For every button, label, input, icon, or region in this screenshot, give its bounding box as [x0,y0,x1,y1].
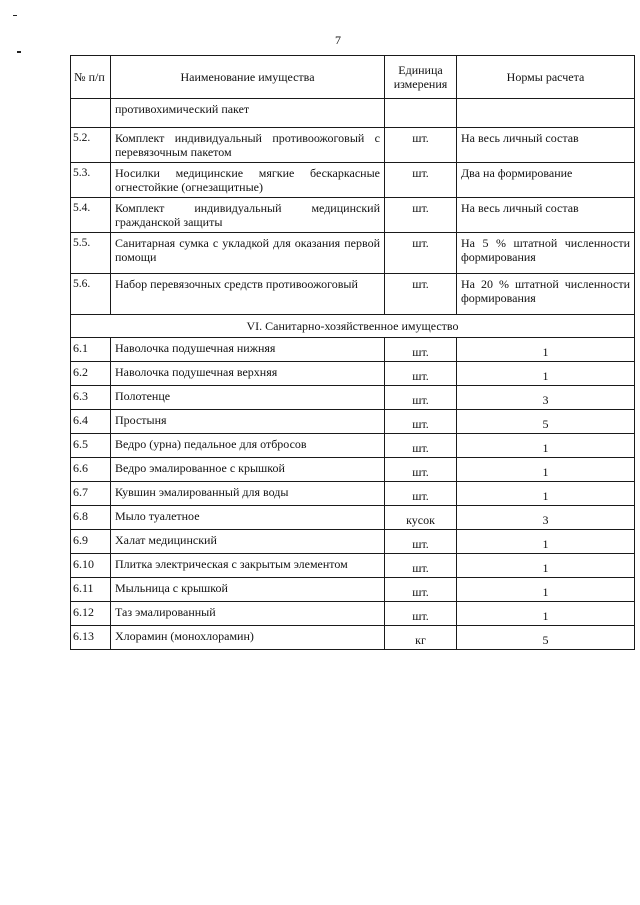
table-row [71,128,635,163]
header-unit: Единица измерения [385,56,457,99]
header-num: № п/п [71,56,111,99]
cell-num: 6.13 [71,626,111,650]
page-number: 7 [335,33,341,47]
cell-num: 6.12 [71,602,111,626]
cell-norm: 3 [457,506,635,530]
cell-norm: 1 [457,362,635,386]
cell-unit: шт. [385,554,457,578]
cell-num: 6.7 [71,482,111,506]
table-row [71,410,635,434]
table-row [71,578,635,602]
table-header-row [71,56,635,99]
cell-unit: шт. [385,233,457,274]
cell-norm: 1 [457,482,635,506]
table-row [71,602,635,626]
norms-table [70,55,635,650]
section-heading-row [71,315,635,338]
section-title: VI. Санитарно-хозяйственное имущество [71,315,635,338]
cell-num: 6.6 [71,458,111,482]
cell-unit: шт. [385,482,457,506]
cell-unit: шт. [385,410,457,434]
cell-norm: На 20 % штатной численности формирования [457,274,635,315]
scan-mark [13,15,17,16]
cell-num: 6.5 [71,434,111,458]
cell-name: Плитка электрическая с закрытым элементом [111,554,385,578]
cell-unit: шт. [385,128,457,163]
cell-unit: шт. [385,386,457,410]
cell-name: Наволочка подушечная верхняя [111,362,385,386]
cell-unit: шт. [385,530,457,554]
cell-num: 5.5. [71,233,111,274]
cell-norm: 1 [457,602,635,626]
cell-unit: кг [385,626,457,650]
cell-num: 6.3 [71,386,111,410]
cell-unit: шт. [385,163,457,198]
cell-norm [457,99,635,128]
cell-num: 6.10 [71,554,111,578]
table-row [71,362,635,386]
cell-name: Набор перевязочных средств противоожоговый [111,274,385,315]
table-row [71,198,635,233]
scan-mark [17,51,21,53]
header-name: Наименование имущества [111,56,385,99]
cell-unit: шт. [385,602,457,626]
table-body [71,99,635,650]
cell-num: 6.8 [71,506,111,530]
cell-name: Халат медицинский [111,530,385,554]
table-row [71,163,635,198]
cell-unit: шт. [385,434,457,458]
cell-name: Таз эмалированный [111,602,385,626]
cell-norm: 5 [457,410,635,434]
table-row [71,626,635,650]
cell-num: 6.1 [71,338,111,362]
cell-name: Кувшин эмалированный для воды [111,482,385,506]
cell-norm: 1 [457,530,635,554]
cell-num: 6.9 [71,530,111,554]
cell-norm: 5 [457,626,635,650]
cell-norm: На 5 % штатной численности формирования [457,233,635,274]
cell-name: Комплект индивидуальный противоожоговый с перевязочным пакетом [111,128,385,163]
cell-name: Мыльница с крышкой [111,578,385,602]
cell-name: Ведро эмалированное с крышкой [111,458,385,482]
cell-norm: 1 [457,434,635,458]
cell-norm: 1 [457,338,635,362]
cell-unit: шт. [385,338,457,362]
cell-name: Санитарная сумка с укладкой для оказания первой помощи [111,233,385,274]
cell-norm: 3 [457,386,635,410]
cell-name: Носилки медицинские мягкие бескаркасные огнестойкие (огнезащитные) [111,163,385,198]
cell-name: противохимический пакет [111,99,385,128]
cell-unit: кусок [385,506,457,530]
table-row [71,338,635,362]
cell-unit [385,99,457,128]
cell-num: 5.4. [71,198,111,233]
cell-name: Хлорамин (монохлорамин) [111,626,385,650]
cell-norm: 1 [457,458,635,482]
table-row [71,274,635,315]
table-row [71,434,635,458]
cell-unit: шт. [385,458,457,482]
table-row [71,506,635,530]
cell-num: 6.11 [71,578,111,602]
table-row [71,554,635,578]
cell-name: Полотенце [111,386,385,410]
cell-unit: шт. [385,362,457,386]
cell-norm: Два на формирование [457,163,635,198]
cell-num: 6.4 [71,410,111,434]
cell-num: 6.2 [71,362,111,386]
cell-name: Ведро (урна) педальное для отбросов [111,434,385,458]
cell-num: 5.6. [71,274,111,315]
table-row [71,458,635,482]
cell-norm: На весь личный состав [457,198,635,233]
cell-num [71,99,111,128]
table-row [71,530,635,554]
cell-unit: шт. [385,198,457,233]
table-row [71,386,635,410]
cell-norm: 1 [457,554,635,578]
cell-name: Мыло туалетное [111,506,385,530]
cell-unit: шт. [385,274,457,315]
cell-norm: 1 [457,578,635,602]
cell-norm: На весь личный состав [457,128,635,163]
cell-name: Наволочка подушечная нижняя [111,338,385,362]
header-norm: Нормы расчета [457,56,635,99]
cell-num: 5.3. [71,163,111,198]
cell-num: 5.2. [71,128,111,163]
table-row [71,482,635,506]
cell-name: Комплект индивидуальный медицинский гражданской защиты [111,198,385,233]
cell-name: Простыня [111,410,385,434]
table-row [71,233,635,274]
cell-unit: шт. [385,578,457,602]
table-row-continued [71,99,635,128]
